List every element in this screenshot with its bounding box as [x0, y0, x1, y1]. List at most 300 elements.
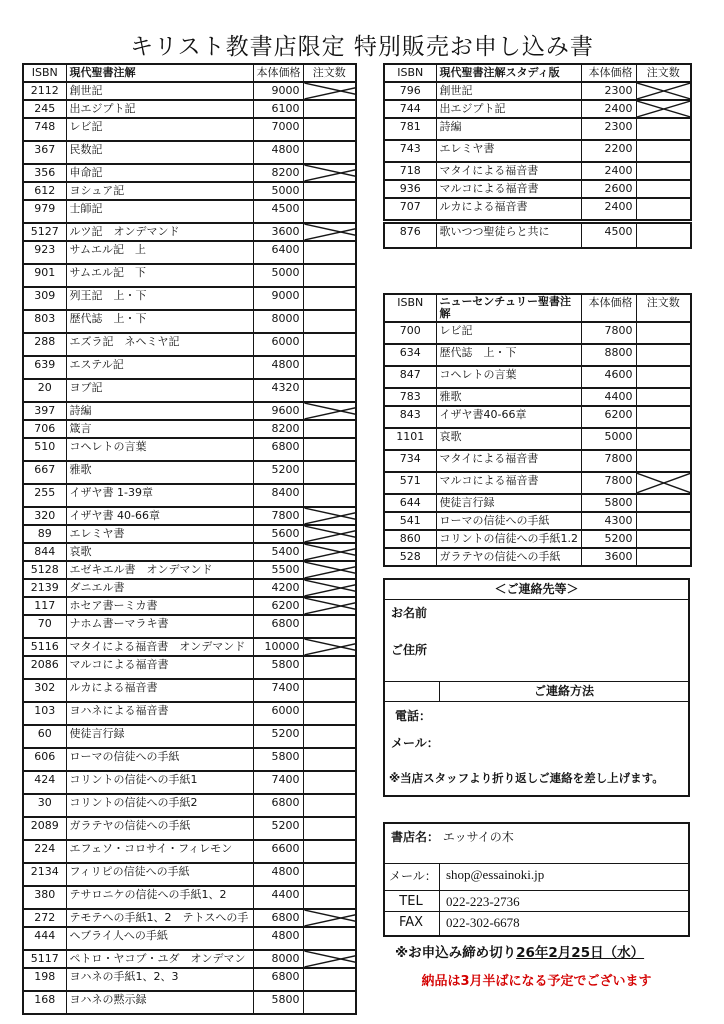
- col-header-title: 現代聖書注解スタディ版: [436, 64, 581, 82]
- book-title-cell: イザヤ書40-66章: [436, 406, 581, 428]
- isbn-cell: 5117: [23, 950, 66, 968]
- order-qty-cell[interactable]: [636, 140, 691, 162]
- price-cell: 4300: [581, 512, 636, 530]
- book-row: [384, 162, 691, 180]
- book-row: [23, 863, 356, 886]
- contact-name-address-area[interactable]: [385, 600, 688, 682]
- book-row: [384, 223, 691, 248]
- order-qty-cell[interactable]: [303, 817, 356, 840]
- isbn-cell: 5127: [23, 223, 66, 241]
- order-qty-cell[interactable]: [303, 164, 356, 182]
- isbn-cell: 612: [23, 182, 66, 200]
- book-row: [23, 223, 356, 241]
- book-row: [23, 950, 356, 968]
- book-row: [384, 344, 691, 366]
- book-title-cell: 哀歌: [436, 428, 581, 450]
- book-title-cell: サムエル記 下: [66, 264, 253, 287]
- hymnal-single-row-table: [383, 222, 692, 249]
- price-cell: 8000: [253, 950, 303, 968]
- book-title-cell: エレミヤ書: [436, 140, 581, 162]
- isbn-cell: 901: [23, 264, 66, 287]
- contact-phone-mail-area[interactable]: [385, 702, 688, 792]
- isbn-cell: 718: [384, 162, 436, 180]
- order-qty-cell[interactable]: [303, 420, 356, 438]
- price-cell: 6800: [253, 794, 303, 817]
- price-cell: 6100: [253, 100, 303, 118]
- col-header-qty: 注文数: [636, 294, 691, 322]
- book-row: [23, 543, 356, 561]
- book-row: [23, 241, 356, 264]
- order-qty-cell[interactable]: [303, 615, 356, 638]
- price-cell: 10000: [253, 638, 303, 656]
- price-cell: 4500: [581, 223, 636, 248]
- book-row: [23, 794, 356, 817]
- order-qty-cell[interactable]: [303, 223, 356, 241]
- book-title-cell: 雅歌: [436, 388, 581, 406]
- col-header-price: 本体価格: [581, 64, 636, 82]
- isbn-cell: 60: [23, 725, 66, 748]
- book-title-cell: ナホム書ーマラキ書: [66, 615, 253, 638]
- new-century-table: [383, 293, 692, 567]
- store-tel-label: TEL: [385, 891, 440, 911]
- order-qty-cell[interactable]: [636, 162, 691, 180]
- book-row: [23, 420, 356, 438]
- store-tel-row: [385, 891, 688, 912]
- price-cell: 6600: [253, 840, 303, 863]
- price-cell: 9600: [253, 402, 303, 420]
- book-row: [384, 140, 691, 162]
- sold-out-cross-icon: [303, 223, 356, 241]
- book-row: [23, 200, 356, 223]
- isbn-cell: 20: [23, 379, 66, 402]
- price-cell: 7400: [253, 771, 303, 794]
- isbn-cell: 424: [23, 771, 66, 794]
- order-qty-cell[interactable]: [303, 82, 356, 100]
- order-qty-cell[interactable]: [636, 428, 691, 450]
- book-title-cell: ルカによる福音書: [66, 679, 253, 702]
- mail-label: メール：: [391, 736, 439, 750]
- price-cell: 7000: [253, 118, 303, 141]
- order-qty-cell[interactable]: [303, 840, 356, 863]
- book-row: [23, 164, 356, 182]
- order-qty-cell[interactable]: [636, 198, 691, 220]
- price-cell: 9000: [253, 82, 303, 100]
- contact-note: ※当店スタッフより折り返しご連絡を差し上げます。: [389, 771, 664, 785]
- book-title-cell: 申命記: [66, 164, 253, 182]
- col-header-price: 本体価格: [581, 294, 636, 322]
- deadline-date: 26年2月25日（水）: [516, 945, 645, 961]
- isbn-cell: 320: [23, 507, 66, 525]
- order-qty-cell[interactable]: [303, 638, 356, 656]
- order-qty-cell[interactable]: [636, 512, 691, 530]
- book-row: [23, 507, 356, 525]
- order-qty-cell[interactable]: [636, 548, 691, 566]
- book-row: [384, 366, 691, 388]
- store-mail-value: shop@essainoki.jp: [446, 867, 545, 882]
- sold-out-cross-icon: [303, 82, 356, 100]
- book-title-cell: 詩編: [66, 402, 253, 420]
- book-row: [23, 748, 356, 771]
- book-title-cell: エステル記: [66, 356, 253, 379]
- price-cell: 7800: [581, 472, 636, 494]
- col-header-title: 現代聖書注解: [66, 64, 253, 82]
- order-qty-cell[interactable]: [303, 461, 356, 484]
- contact-method-empty-cell: [385, 682, 440, 701]
- book-row: [23, 484, 356, 507]
- book-title-cell: ルツ記 オンデマンド: [66, 223, 253, 241]
- book-title-cell: ヨハネの黙示録: [66, 991, 253, 1014]
- book-title-cell: 哀歌: [66, 543, 253, 561]
- order-qty-cell[interactable]: [303, 241, 356, 264]
- order-qty-cell[interactable]: [636, 472, 691, 494]
- store-mail-row: [385, 864, 688, 891]
- order-qty-cell[interactable]: [303, 525, 356, 543]
- isbn-cell: 380: [23, 886, 66, 909]
- order-qty-cell[interactable]: [303, 438, 356, 461]
- order-qty-cell[interactable]: [636, 322, 691, 344]
- book-title-cell: コヘレトの言葉: [436, 366, 581, 388]
- book-title-cell: 詩編: [436, 118, 581, 140]
- book-title-cell: ヘブライ人への手紙: [66, 927, 253, 950]
- order-qty-cell[interactable]: [636, 223, 691, 248]
- price-cell: 5200: [581, 530, 636, 548]
- book-title-cell: 雅歌: [66, 461, 253, 484]
- order-qty-cell[interactable]: [636, 100, 691, 118]
- isbn-cell: 5128: [23, 561, 66, 579]
- order-qty-cell[interactable]: [636, 180, 691, 198]
- isbn-cell: 224: [23, 840, 66, 863]
- store-fax-label: FAX: [385, 912, 440, 935]
- book-title-cell: エゼキエル書 オンデマンド: [66, 561, 253, 579]
- book-row: [23, 118, 356, 141]
- order-qty-cell[interactable]: [303, 950, 356, 968]
- book-title-cell: イザヤ書 40-66章: [66, 507, 253, 525]
- order-qty-cell[interactable]: [303, 597, 356, 615]
- book-row: [384, 428, 691, 450]
- order-qty-cell[interactable]: [636, 118, 691, 140]
- contact-heading: ＜ご連絡先等＞: [385, 580, 688, 600]
- book-row: [23, 909, 356, 927]
- order-qty-cell[interactable]: [303, 310, 356, 333]
- book-row: [23, 182, 356, 200]
- isbn-cell: 876: [384, 223, 436, 248]
- order-qty-cell[interactable]: [303, 909, 356, 927]
- book-title-cell: マルコによる福音書: [436, 472, 581, 494]
- sold-out-cross-icon: [636, 82, 691, 100]
- price-cell: 4800: [253, 141, 303, 164]
- isbn-cell: 541: [384, 512, 436, 530]
- book-title-cell: 出エジプト記: [66, 100, 253, 118]
- order-qty-cell[interactable]: [303, 927, 356, 950]
- order-qty-cell[interactable]: [636, 494, 691, 512]
- col-header-isbn: ISBN: [23, 64, 66, 82]
- isbn-cell: 706: [23, 420, 66, 438]
- deadline-note: [395, 941, 644, 961]
- sold-out-cross-icon: [636, 100, 691, 118]
- book-title-cell: 創世記: [66, 82, 253, 100]
- book-title-cell: 創世記: [436, 82, 581, 100]
- isbn-cell: 302: [23, 679, 66, 702]
- order-qty-cell[interactable]: [303, 507, 356, 525]
- price-cell: 6800: [253, 438, 303, 461]
- book-title-cell: ガラテヤの信徒への手紙: [66, 817, 253, 840]
- store-fax-row: [385, 912, 688, 935]
- book-row: [23, 100, 356, 118]
- book-row: [384, 512, 691, 530]
- isbn-cell: 30: [23, 794, 66, 817]
- price-cell: 7400: [253, 679, 303, 702]
- order-qty-cell[interactable]: [303, 100, 356, 118]
- contact-method-heading: ご連絡方法: [533, 684, 594, 698]
- book-row: [384, 494, 691, 512]
- isbn-cell: 979: [23, 200, 66, 223]
- book-title-cell: 使徒言行録: [436, 494, 581, 512]
- isbn-cell: 667: [23, 461, 66, 484]
- isbn-cell: 2139: [23, 579, 66, 597]
- order-qty-cell[interactable]: [303, 748, 356, 771]
- delivery-note: 納品は3月半ばになる予定でございます: [421, 974, 652, 989]
- isbn-cell: 2112: [23, 82, 66, 100]
- order-qty-cell[interactable]: [636, 450, 691, 472]
- price-cell: 2200: [581, 140, 636, 162]
- col-header-price: 本体価格: [253, 64, 303, 82]
- book-title-cell: マタイによる福音書: [436, 450, 581, 472]
- book-row: [23, 886, 356, 909]
- book-row: [384, 450, 691, 472]
- store-name-row: [385, 824, 688, 864]
- order-qty-cell[interactable]: [303, 656, 356, 679]
- isbn-cell: 309: [23, 287, 66, 310]
- isbn-cell: 860: [384, 530, 436, 548]
- book-title-cell: サムエル記 上: [66, 241, 253, 264]
- price-cell: 2400: [581, 198, 636, 220]
- price-cell: 5800: [253, 656, 303, 679]
- isbn-cell: 5116: [23, 638, 66, 656]
- isbn-cell: 198: [23, 968, 66, 991]
- price-cell: 4800: [253, 356, 303, 379]
- book-row: [23, 656, 356, 679]
- price-cell: 6200: [253, 597, 303, 615]
- order-qty-cell[interactable]: [303, 379, 356, 402]
- book-title-cell: ペトロ・ヤコブ・ユダ オンデマン: [66, 950, 253, 968]
- book-row: [384, 198, 691, 220]
- order-qty-cell[interactable]: [636, 530, 691, 548]
- book-title-cell: エズラ記 ネヘミヤ記: [66, 333, 253, 356]
- book-title-cell: ヨハネの手紙1、2、3: [66, 968, 253, 991]
- book-row: [23, 264, 356, 287]
- right-column: [383, 63, 690, 1024]
- page-title: キリスト教書店限定 特別販売お申し込み書: [130, 34, 594, 60]
- book-row: [384, 548, 691, 566]
- phone-label: 電話：: [395, 709, 432, 723]
- price-cell: 5400: [253, 543, 303, 561]
- book-row: [23, 379, 356, 402]
- order-qty-cell[interactable]: [303, 333, 356, 356]
- sold-out-cross-icon: [303, 909, 356, 927]
- price-cell: 3600: [581, 548, 636, 566]
- book-title-cell: ローマの信徒への手紙: [66, 748, 253, 771]
- address-label: ご住所: [391, 643, 428, 657]
- book-title-cell: ローマの信徒への手紙: [436, 512, 581, 530]
- book-title-cell: エレミヤ書: [66, 525, 253, 543]
- book-row: [23, 991, 356, 1014]
- order-qty-cell[interactable]: [303, 182, 356, 200]
- isbn-cell: 748: [23, 118, 66, 141]
- order-qty-cell[interactable]: [636, 406, 691, 428]
- sold-out-cross-icon: [303, 525, 356, 543]
- isbn-cell: 936: [384, 180, 436, 198]
- price-cell: 5200: [253, 461, 303, 484]
- book-title-cell: ダニエル書: [66, 579, 253, 597]
- price-cell: 5800: [253, 748, 303, 771]
- book-row: [23, 579, 356, 597]
- isbn-cell: 272: [23, 909, 66, 927]
- order-qty-cell[interactable]: [636, 366, 691, 388]
- order-qty-cell[interactable]: [303, 863, 356, 886]
- table-header-row: [384, 294, 691, 322]
- book-row: [23, 287, 356, 310]
- order-qty-cell[interactable]: [303, 702, 356, 725]
- isbn-cell: 644: [384, 494, 436, 512]
- book-title-cell: ホセア書ーミカ書: [66, 597, 253, 615]
- book-title-cell: コリントの信徒への手紙2: [66, 794, 253, 817]
- isbn-cell: 639: [23, 356, 66, 379]
- order-qty-cell[interactable]: [303, 561, 356, 579]
- order-qty-cell[interactable]: [303, 141, 356, 164]
- price-cell: 5200: [253, 817, 303, 840]
- isbn-cell: 528: [384, 548, 436, 566]
- isbn-cell: 367: [23, 141, 66, 164]
- book-title-cell: ヨブ記: [66, 379, 253, 402]
- price-cell: 4400: [253, 886, 303, 909]
- price-cell: 8800: [581, 344, 636, 366]
- sold-out-cross-icon: [303, 561, 356, 579]
- isbn-cell: 781: [384, 118, 436, 140]
- order-qty-cell[interactable]: [303, 725, 356, 748]
- price-cell: 4500: [253, 200, 303, 223]
- order-qty-cell[interactable]: [303, 118, 356, 141]
- price-cell: 4320: [253, 379, 303, 402]
- book-row: [23, 615, 356, 638]
- isbn-cell: 70: [23, 615, 66, 638]
- book-title-cell: 民数記: [66, 141, 253, 164]
- book-title-cell: 箴言: [66, 420, 253, 438]
- order-qty-cell[interactable]: [303, 402, 356, 420]
- book-row: [384, 100, 691, 118]
- gendai-seisho-chukai-table: [22, 63, 357, 1015]
- book-row: [23, 333, 356, 356]
- isbn-cell: 734: [384, 450, 436, 472]
- store-fax-value: 022-302-6678: [446, 915, 520, 930]
- order-qty-cell[interactable]: [303, 794, 356, 817]
- isbn-cell: 168: [23, 991, 66, 1014]
- book-title-cell: 出エジプト記: [436, 100, 581, 118]
- book-title-cell: 士師記: [66, 200, 253, 223]
- price-cell: 2400: [581, 162, 636, 180]
- price-cell: 6000: [253, 702, 303, 725]
- isbn-cell: 843: [384, 406, 436, 428]
- book-title-cell: マタイによる福音書: [436, 162, 581, 180]
- book-title-cell: コリントの信徒への手紙1.2: [436, 530, 581, 548]
- order-qty-cell[interactable]: [303, 200, 356, 223]
- price-cell: 5200: [253, 725, 303, 748]
- isbn-cell: 397: [23, 402, 66, 420]
- book-row: [23, 438, 356, 461]
- order-qty-cell[interactable]: [636, 82, 691, 100]
- isbn-cell: 847: [384, 366, 436, 388]
- store-name-value: エッサイの木: [442, 830, 514, 844]
- isbn-cell: 923: [23, 241, 66, 264]
- isbn-cell: 103: [23, 702, 66, 725]
- isbn-cell: 803: [23, 310, 66, 333]
- book-row: [23, 597, 356, 615]
- order-qty-cell[interactable]: [303, 679, 356, 702]
- order-qty-cell[interactable]: [303, 543, 356, 561]
- price-cell: 8400: [253, 484, 303, 507]
- order-qty-cell[interactable]: [303, 356, 356, 379]
- book-row: [23, 725, 356, 748]
- price-cell: 4600: [581, 366, 636, 388]
- isbn-cell: 356: [23, 164, 66, 182]
- book-row: [23, 702, 356, 725]
- price-cell: 8000: [253, 310, 303, 333]
- price-cell: 6200: [581, 406, 636, 428]
- price-cell: 3600: [253, 223, 303, 241]
- order-qty-cell[interactable]: [636, 388, 691, 406]
- order-qty-cell[interactable]: [636, 344, 691, 366]
- isbn-cell: 288: [23, 333, 66, 356]
- order-qty-cell[interactable]: [303, 991, 356, 1014]
- price-cell: 7800: [581, 450, 636, 472]
- order-qty-cell[interactable]: [303, 886, 356, 909]
- col-header-title: ニューセンチュリー聖書注解: [436, 294, 581, 322]
- book-title-cell: 歴代誌 上・下: [66, 310, 253, 333]
- order-qty-cell[interactable]: [303, 968, 356, 991]
- price-cell: 6800: [253, 968, 303, 991]
- book-title-cell: ガラテヤの信徒への手紙: [436, 548, 581, 566]
- book-title-cell: マルコによる福音書: [436, 180, 581, 198]
- price-cell: 5000: [253, 264, 303, 287]
- isbn-cell: 634: [384, 344, 436, 366]
- price-cell: 6800: [253, 909, 303, 927]
- book-title-cell: ルカによる福音書: [436, 198, 581, 220]
- book-title-cell: レビ記: [66, 118, 253, 141]
- price-cell: 6800: [253, 615, 303, 638]
- book-title-cell: 列王記 上・下: [66, 287, 253, 310]
- book-row: [384, 530, 691, 548]
- price-cell: 4800: [253, 927, 303, 950]
- order-qty-cell[interactable]: [303, 287, 356, 310]
- price-cell: 7800: [581, 322, 636, 344]
- isbn-cell: 89: [23, 525, 66, 543]
- order-qty-cell[interactable]: [303, 579, 356, 597]
- name-label: お名前: [391, 606, 428, 620]
- book-row: [23, 461, 356, 484]
- price-cell: 5000: [253, 182, 303, 200]
- book-row: [384, 118, 691, 140]
- store-info-box: [383, 822, 690, 937]
- book-row: [23, 968, 356, 991]
- book-row: [384, 388, 691, 406]
- order-qty-cell[interactable]: [303, 484, 356, 507]
- isbn-cell: 783: [384, 388, 436, 406]
- order-qty-cell[interactable]: [303, 771, 356, 794]
- study-edition-table: [383, 63, 692, 221]
- book-row: [23, 310, 356, 333]
- isbn-cell: 2134: [23, 863, 66, 886]
- order-qty-cell[interactable]: [303, 264, 356, 287]
- book-title-cell: 使徒言行録: [66, 725, 253, 748]
